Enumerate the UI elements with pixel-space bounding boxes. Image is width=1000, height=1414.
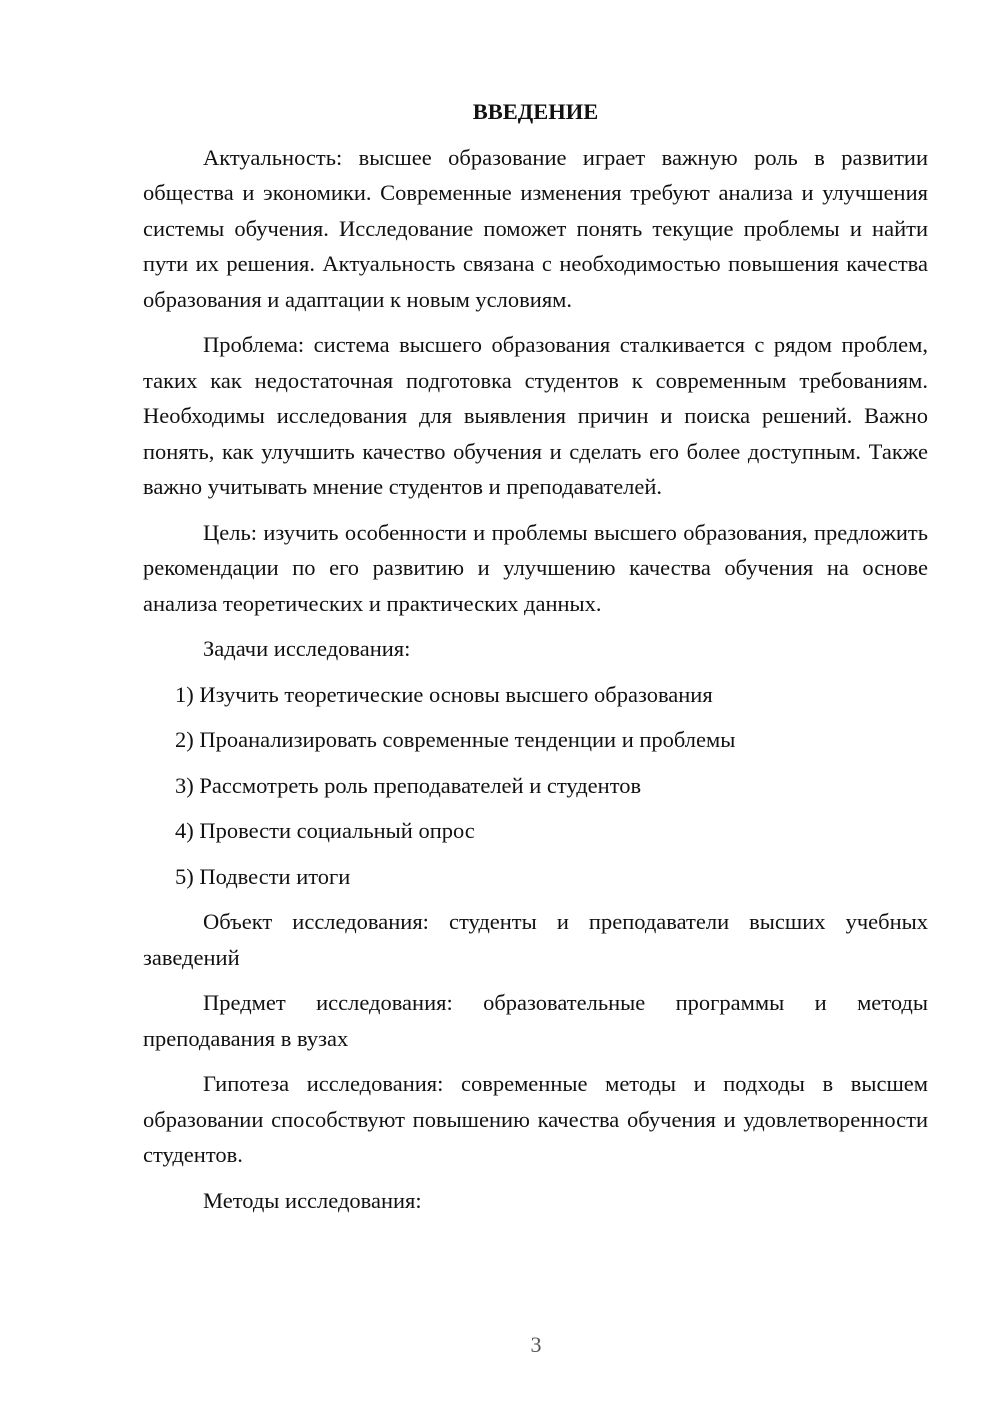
goal-paragraph: Цель: изучить особенности и проблемы высшего образования, предложить рекомендации по его развитию и улучшению качества обучения на основе анализа теоретических и практических данных. [143, 519, 928, 616]
relevance-paragraph: Актуальность: высшее образование играет важную роль в развитии общества и экономики. Современные изменения требуют анализа и улучшения системы обучения. Исследование поможет понять текущие проблемы и найти пути их решения. Актуальность связана с необходимостью повышения качества образования и адаптации к новым условиям. [143, 144, 928, 312]
problem-paragraph: Проблема: система высшего образования сталкивается с рядом проблем, таких как недостаточная подготовка студентов к современным требованиям. Необходимы исследования для выявления причин и поиска решений. Важно понять, как улучшить качество обучения и сделать его более доступным. Также важно учитывать мнение студентов и преподавателей. [143, 332, 928, 499]
list-item: 4) Провести социальный опрос [175, 818, 475, 843]
hypothesis-paragraph: Гипотеза исследования: современные методы и подходы в высшем образовании способствуют повышению качества обучения и удовлетворенности студентов. [143, 1071, 928, 1167]
methods-heading: Методы исследования: [203, 1187, 422, 1213]
list-item: 2) Проанализировать современные тенденции и проблемы [175, 727, 736, 752]
page-content [143, 94, 928, 1228]
list-item: 5) Подвести итоги [175, 863, 351, 889]
subject-paragraph: Предмет исследования: образовательные программы и методы преподавания в вузах [143, 990, 928, 1051]
tasks-list [143, 677, 928, 895]
tasks-heading: Задачи исследования: [203, 636, 411, 661]
page-number: 3 [530, 1332, 542, 1357]
list-item: 1) Изучить теоретические основы высшего образования [175, 681, 713, 707]
section-title: ВВЕДЕНИЕ [472, 99, 599, 124]
object-paragraph: Объект исследования: студенты и преподаватели высших учебных заведений [143, 909, 928, 970]
list-item: 3) Рассмотреть роль преподавателей и студентов [175, 772, 642, 798]
